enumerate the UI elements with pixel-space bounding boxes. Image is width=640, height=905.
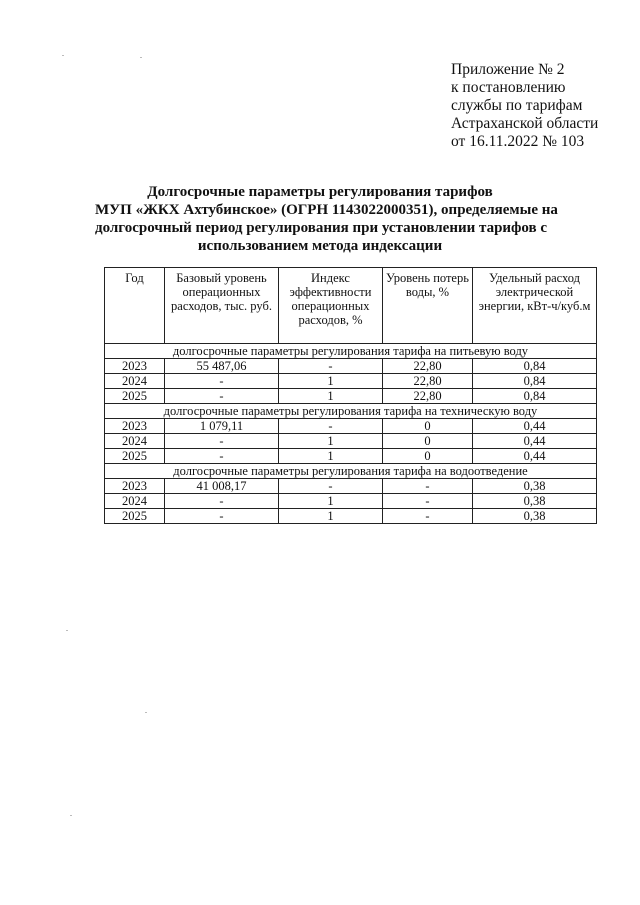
document-title [95, 183, 558, 255]
cell-year: 2024 [105, 434, 165, 449]
section-title: долгосрочные параметры регулирования тарифа на питьевую воду [105, 344, 597, 359]
cell-base-opex: - [165, 434, 279, 449]
section-title: долгосрочные параметры регулирования тарифа на техническую воду [105, 404, 597, 419]
table-row [105, 509, 597, 524]
cell-base-opex: - [165, 509, 279, 524]
cell-base-opex: - [165, 449, 279, 464]
header-efficiency-index: Индекс эффективности операционных расходов, % [279, 268, 383, 344]
cell-water-loss: - [383, 494, 473, 509]
appendix-line: Приложение № 2 [451, 61, 565, 78]
cell-year: 2023 [105, 479, 165, 494]
section-row [105, 404, 597, 419]
cell-water-loss: 22,80 [383, 389, 473, 404]
table-header-row [105, 268, 597, 344]
table-body [105, 344, 597, 524]
cell-efficiency-index: - [279, 419, 383, 434]
cell-year: 2025 [105, 509, 165, 524]
table-row [105, 494, 597, 509]
header-year: Год [105, 268, 165, 344]
table-row [105, 374, 597, 389]
cell-energy-consumption: 0,84 [473, 359, 597, 374]
cell-energy-consumption: 0,84 [473, 374, 597, 389]
cell-year: 2025 [105, 449, 165, 464]
scan-speck [62, 55, 64, 56]
cell-year: 2023 [105, 419, 165, 434]
header-energy-consumption: Удельный расход электрической энергии, кВт-ч/куб.м [473, 268, 597, 344]
appendix-line: службы по тарифам [451, 97, 583, 114]
table-row [105, 389, 597, 404]
cell-energy-consumption: 0,38 [473, 509, 597, 524]
cell-base-opex: 55 487,06 [165, 359, 279, 374]
section-title: долгосрочные параметры регулирования тарифа на водоотведение [105, 464, 597, 479]
cell-efficiency-index: - [279, 359, 383, 374]
cell-efficiency-index: 1 [279, 449, 383, 464]
cell-year: 2023 [105, 359, 165, 374]
cell-water-loss: - [383, 509, 473, 524]
cell-energy-consumption: 0,44 [473, 434, 597, 449]
cell-water-loss: 0 [383, 449, 473, 464]
cell-energy-consumption: 0,44 [473, 419, 597, 434]
cell-year: 2024 [105, 494, 165, 509]
table-row [105, 419, 597, 434]
cell-base-opex: - [165, 389, 279, 404]
cell-efficiency-index: - [279, 479, 383, 494]
scan-speck [66, 630, 68, 631]
section-row [105, 464, 597, 479]
cell-water-loss: 0 [383, 419, 473, 434]
scan-speck [140, 57, 142, 58]
table-row [105, 434, 597, 449]
section-row [105, 344, 597, 359]
cell-energy-consumption: 0,84 [473, 389, 597, 404]
cell-efficiency-index: 1 [279, 434, 383, 449]
cell-energy-consumption: 0,44 [473, 449, 597, 464]
cell-water-loss: - [383, 479, 473, 494]
appendix-line: Астраханской области [451, 115, 599, 132]
title-line: долгосрочный период регулирования при установлении тарифов с [95, 220, 548, 236]
table-row [105, 479, 597, 494]
header-base-opex: Базовый уровень операционных расходов, тыс. руб. [165, 268, 279, 344]
header-water-loss: Уровень потерь воды, % [383, 268, 473, 344]
cell-energy-consumption: 0,38 [473, 479, 597, 494]
cell-energy-consumption: 0,38 [473, 494, 597, 509]
cell-efficiency-index: 1 [279, 509, 383, 524]
appendix-line: от 16.11.2022 № 103 [451, 133, 585, 150]
parameters-table [104, 267, 597, 524]
title-line: использованием метода индексации [197, 238, 443, 254]
cell-water-loss: 22,80 [383, 359, 473, 374]
table-row [105, 449, 597, 464]
cell-water-loss: 22,80 [383, 374, 473, 389]
cell-water-loss: 0 [383, 434, 473, 449]
cell-year: 2024 [105, 374, 165, 389]
title-line: Долгосрочные параметры регулирования тарифов [147, 184, 493, 200]
cell-efficiency-index: 1 [279, 374, 383, 389]
cell-efficiency-index: 1 [279, 389, 383, 404]
scan-speck [70, 815, 72, 816]
cell-base-opex: - [165, 494, 279, 509]
cell-base-opex: 1 079,11 [165, 419, 279, 434]
table-row [105, 359, 597, 374]
appendix-line: к постановлению [451, 79, 566, 96]
cell-year: 2025 [105, 389, 165, 404]
title-line: МУП «ЖКХ Ахтубинское» (ОГРН 1143022000351), определяемые на [95, 202, 558, 218]
cell-base-opex: 41 008,17 [165, 479, 279, 494]
scan-speck [145, 712, 147, 713]
cell-efficiency-index: 1 [279, 494, 383, 509]
cell-base-opex: - [165, 374, 279, 389]
appendix-block [451, 61, 598, 151]
